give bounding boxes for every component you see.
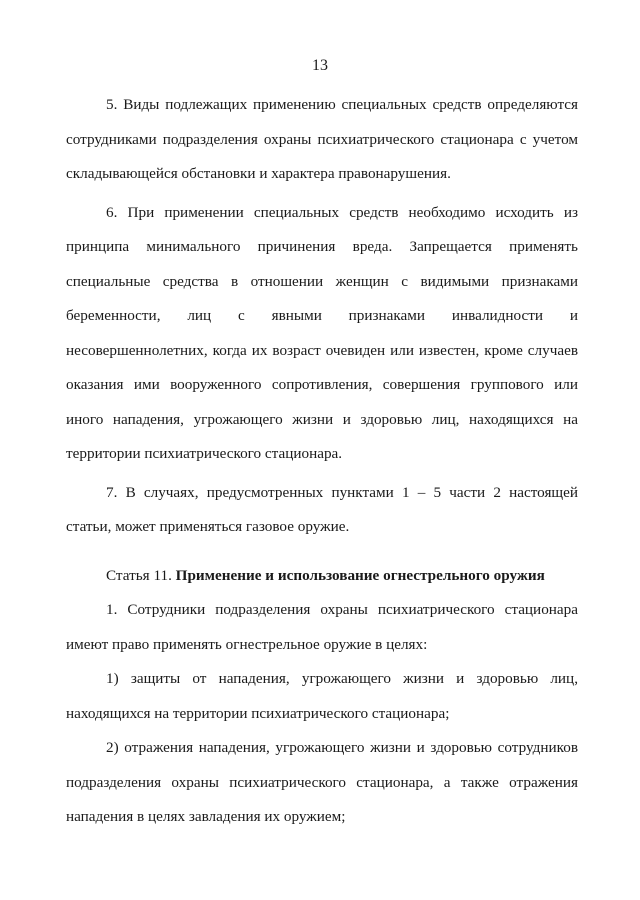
article-title: Применение и использование огнестрельного оружия <box>175 566 545 584</box>
paragraph-subitem-2: 2) отражения нападения, угрожающего жизни и здоровью сотрудников подразделения охраны психиатрического стационара, а также отражения нападения в целях завладения их оружием; <box>66 739 578 825</box>
article-heading <box>66 559 578 594</box>
article-number: Статья 11. <box>106 566 176 584</box>
paragraph-item-7: 7. В случаях, предусмотренных пунктами 1 – 5 части 2 настоящей статьи, может применяться газовое оружие. <box>66 483 578 535</box>
paragraph-item-5: 5. Виды подлежащих применению специальных средств определяются сотрудниками подразделения охраны психиатрического стационара с учетом складывающейся обстановки и характера правонарушения. <box>66 96 578 182</box>
page-number: 13 <box>312 57 328 74</box>
paragraph-article-item-1: 1. Сотрудники подразделения охраны психиатрического стационара имеют право применять огнестрельное оружие в целях: <box>66 601 578 653</box>
document-body <box>66 88 578 835</box>
paragraph-subitem-1: 1) защиты от нападения, угрожающего жизни и здоровью лиц, находящихся на территории психиатрического стационара; <box>66 670 578 722</box>
paragraph-item-6: 6. При применении специальных средств необходимо исходить из принципа минимального причинения вреда. Запрещается применять специальные средства в отношении женщин с видимыми признаками беременности, лиц с явными признаками инвалидности и несовершеннолетних, когда их возраст очевиден или известен, кроме случаев оказания ими вооруженного сопротивления, совершения группового или иного нападения, угрожающего жизни и здоровью лиц, находящихся на территории психиатрического стационара. <box>66 203 578 462</box>
